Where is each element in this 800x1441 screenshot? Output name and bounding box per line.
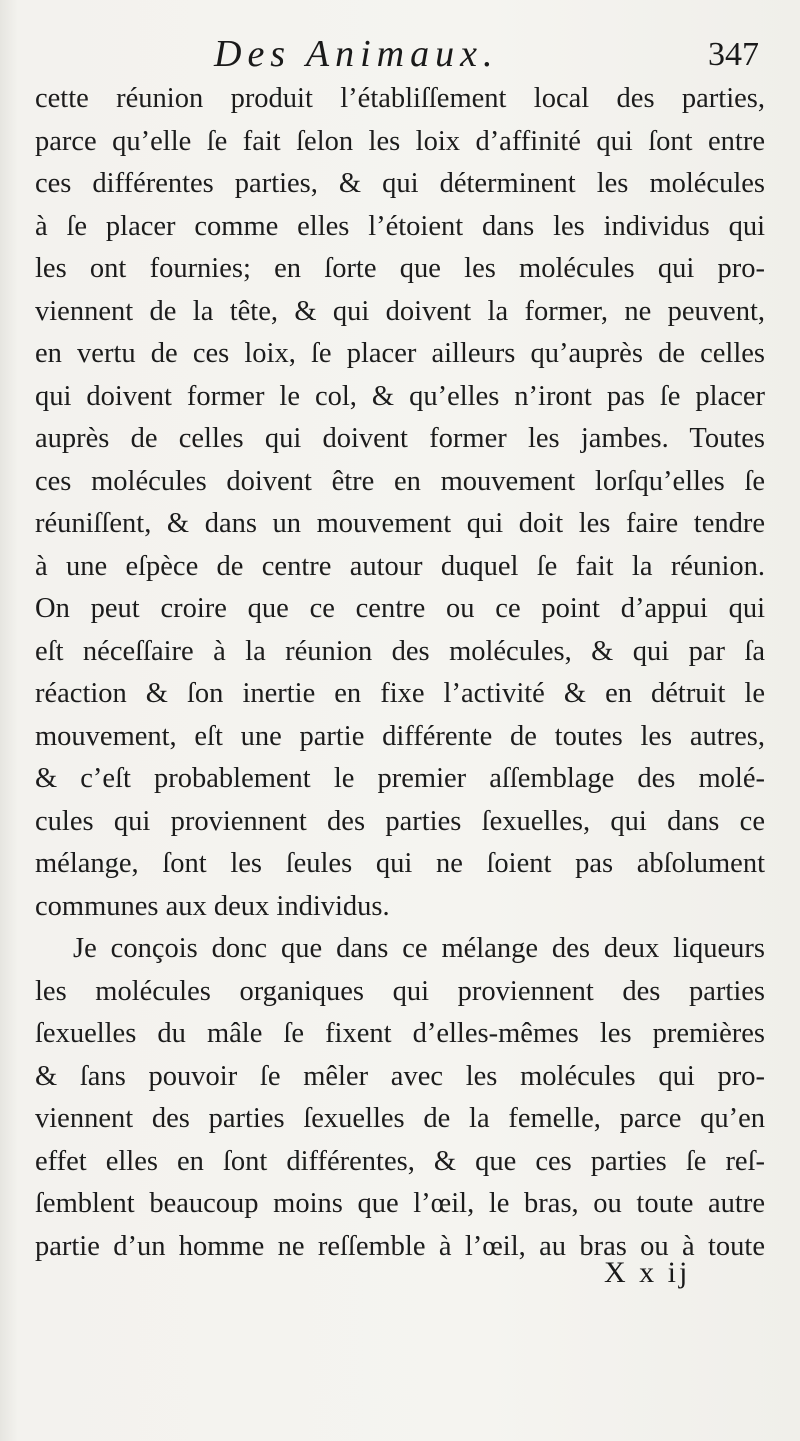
- text-line: & ſans pouvoir ſe mêler avec les molécules qui pro-: [35, 1060, 765, 1092]
- paragraph-2: [35, 928, 765, 1268]
- text-line: Je conçois donc que dans ce mélange des deux liqueurs: [73, 933, 765, 964]
- text-line: viennent de la tête, & qui doivent la former, ne peuvent,: [35, 295, 765, 327]
- text-line: ſexuelles du mâle ſe fixent d’elles-mêmes les premières: [35, 1018, 765, 1049]
- text-line: cette réunion produit l’établiſſement local des parties,: [35, 83, 765, 114]
- text-line: parce qu’elle ſe fait ſelon les loix d’affinité qui ſont entre: [35, 125, 765, 157]
- text-line: eſt néceſſaire à la réunion des molécules, & qui par ſa: [35, 635, 765, 667]
- running-head-title: Des Animaux.: [214, 33, 499, 75]
- text-line: réaction & ſon inertie en fixe l’activité & en détruit le: [35, 678, 765, 709]
- text-line: ces molécules doivent être en mouvement lorſqu’elles ſe: [35, 465, 765, 497]
- text-line: viennent des parties ſexuelles de la femelle, parce qu’en: [35, 1103, 765, 1134]
- text-line: effet elles en ſont différentes, & que ces parties ſe reſ-: [35, 1145, 765, 1177]
- text-line: mouvement, eſt une partie différente de toutes les autres,: [35, 720, 765, 752]
- text-line: réuniſſent, & dans un mouvement qui doit les faire tendre: [35, 508, 765, 539]
- text-line: ſemblent beaucoup moins que l’œil, le bras, ou toute autre: [35, 1188, 765, 1219]
- text-line: qui doivent former le col, & qu’elles n’iront pas ſe placer: [35, 380, 765, 412]
- paragraph-1: [35, 78, 765, 928]
- text-line: cules qui proviennent des parties ſexuelles, qui dans ce: [35, 805, 765, 837]
- text-line: en vertu de ces loix, ſe placer ailleurs qu’auprès de celles: [35, 338, 765, 369]
- text-line: mélange, ſont les ſeules qui ne ſoient pas abſolument: [35, 848, 765, 879]
- text-line: ces différentes parties, & qui déterminent les molécules: [35, 168, 765, 199]
- text-line: les molécules organiques qui proviennent des parties: [35, 975, 765, 1007]
- page-number: 347: [708, 36, 759, 73]
- text-line: partie d’un homme ne reſſemble à l’œil, au bras ou à toute: [35, 1230, 765, 1262]
- text-line: les ont fournies; en ſorte que les molécules qui pro-: [35, 253, 765, 284]
- text-line: à ſe placer comme elles l’étoient dans les individus qui: [35, 210, 765, 242]
- text-line: & c’eſt probablement le premier aſſemblage des molé-: [35, 763, 765, 794]
- text-line: On peut croire que ce centre ou ce point d’appui qui: [35, 593, 765, 624]
- signature-mark: X x ij: [604, 1256, 691, 1289]
- text-line: auprès de celles qui doivent former les jambes. Toutes: [35, 423, 765, 454]
- body-text: [35, 78, 765, 1268]
- text-line: communes aux deux individus.: [35, 890, 390, 922]
- text-line: à une eſpèce de centre autour duquel ſe fait la réunion.: [35, 550, 765, 582]
